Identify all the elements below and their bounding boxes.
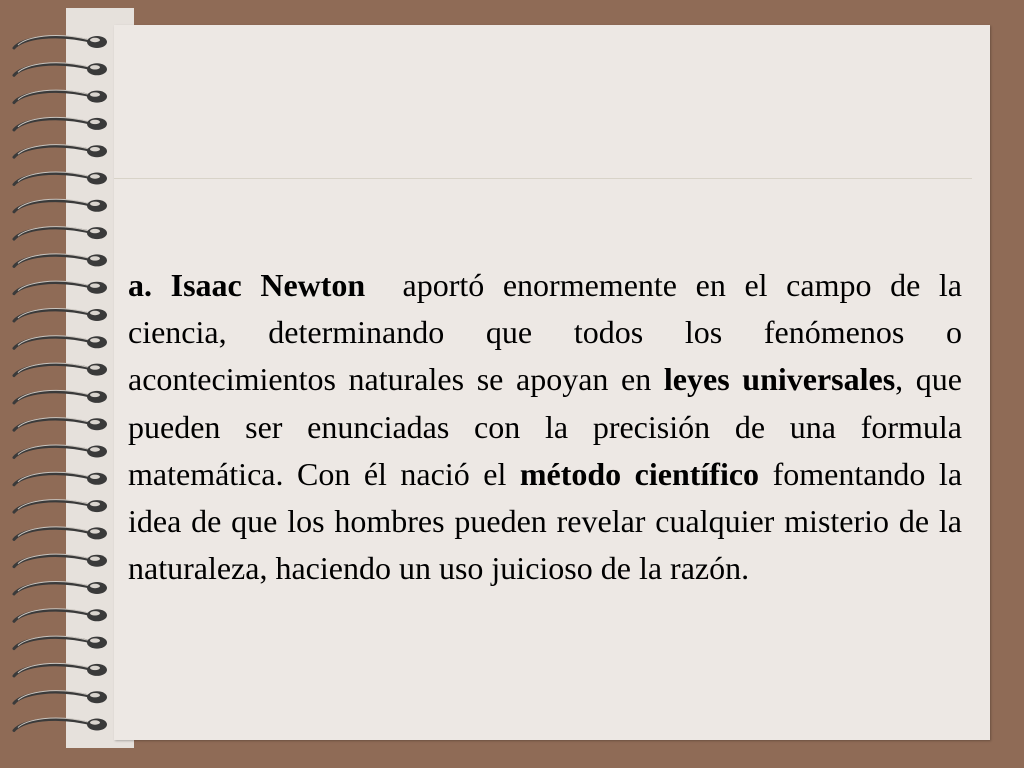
term-leyes-universales: leyes universales	[663, 361, 896, 398]
binding-ring-icon	[14, 500, 107, 512]
binding-ring-icon	[14, 554, 107, 566]
binding-ring-icon	[14, 445, 107, 457]
slide-text-part-1: aportó enormemente en el campo de la ciencia, determinando que todos los fenómenos o acontecimientos naturales se apoyan en	[128, 267, 963, 398]
binding-ring-icon	[14, 117, 107, 129]
binding-ring-icon	[14, 63, 107, 75]
binding-ring-icon	[14, 663, 107, 675]
binding-ring-icon	[14, 145, 107, 157]
binding-ring-icon	[14, 582, 107, 594]
page-rule-line	[114, 178, 972, 179]
binding-ring-icon	[14, 227, 107, 239]
binding-ring-icon	[14, 199, 107, 211]
binding-ring-icon	[14, 527, 107, 539]
binding-ring-icon	[14, 90, 107, 102]
slide-label: a. Isaac Newton	[128, 267, 366, 303]
binding-ring-icon	[14, 390, 107, 402]
slide-text-part-2: , que pueden ser enunciadas con la precisión de una formula matemática. Con él nació el	[128, 361, 963, 492]
binding-ring-icon	[14, 718, 107, 730]
binding-ring-icon	[14, 254, 107, 266]
binding-ring-icon	[14, 281, 107, 293]
binding-ring-icon	[14, 609, 107, 621]
binding-ring-icon	[14, 36, 107, 48]
binding-ring-icon	[14, 336, 107, 348]
binding-ring-icon	[14, 172, 107, 184]
binding-ring-icon	[14, 363, 107, 375]
term-metodo-cientifico: método científico	[519, 455, 760, 492]
slide-body-text	[128, 262, 962, 592]
binding-ring-icon	[14, 418, 107, 430]
spiral-binding-icon	[0, 0, 120, 768]
binding-ring-icon	[14, 636, 107, 648]
binding-ring-icon	[14, 472, 107, 484]
slide-text-part-3: fomentando la idea de que los hombres pueden revelar cualquier misterio de la naturaleza, haciendo un uso juicioso de la razón.	[128, 455, 963, 587]
binding-ring-icon	[14, 309, 107, 321]
binding-ring-icon	[14, 691, 107, 703]
